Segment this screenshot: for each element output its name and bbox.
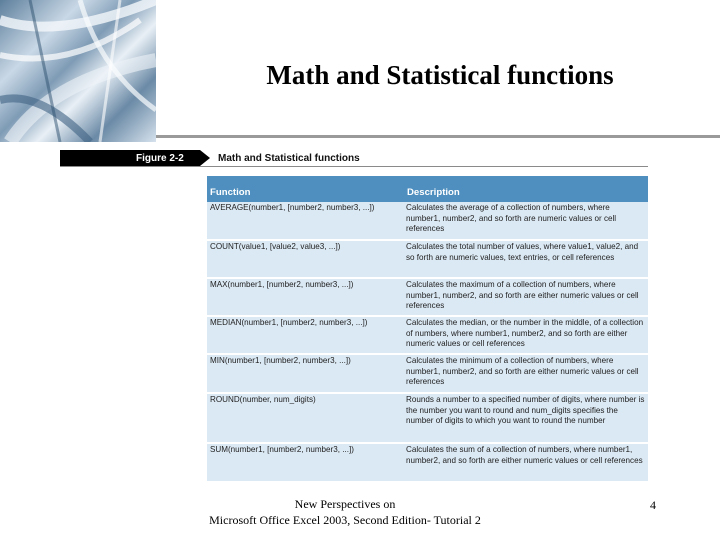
table-row [207, 317, 648, 355]
figure-label-arrow [200, 150, 210, 166]
function-cell: MIN(number1, [number2, number3, ...]) [210, 356, 351, 365]
column-header-description: Description [407, 187, 460, 199]
table-row [207, 444, 648, 483]
figure-label: Figure 2-2 [60, 150, 200, 166]
corner-decorative-photo [0, 0, 156, 142]
page-number: 4 [650, 498, 656, 512]
function-cell: AVERAGE(number1, [number2, number3, ...]) [210, 203, 375, 212]
table-row [207, 355, 648, 394]
title-divider-line [156, 135, 720, 138]
figure-caption-line [60, 166, 648, 167]
column-header-function: Function [210, 187, 251, 199]
table-row [207, 394, 648, 444]
table-row [207, 202, 648, 241]
footer-line-2: Microsoft Office Excel 2003, Second Edition- Tutorial 2 [209, 513, 481, 527]
description-cell: Calculates the maximum of a collection of numbers, where number1, number2, and so forth are either numeric values or cell references [406, 280, 639, 311]
architecture-photo-graphic [0, 0, 156, 142]
description-cell: Calculates the median, or the number in the middle, of a collection of numbers, where number1, number2, and so forth are either numeric values or cell references [406, 318, 644, 349]
figure-title: Math and Statistical functions [218, 152, 360, 164]
table-row [207, 241, 648, 279]
table-row [207, 279, 648, 317]
description-cell: Rounds a number to a specified number of digits, where number is the number you want to round and num_digits specifies the number of digits to which you want to round the number [406, 395, 645, 426]
description-cell: Calculates the sum of a collection of numbers, where number1, number2, and so forth are either numeric values or cell references [406, 445, 643, 465]
slide-title: Math and Statistical functions [266, 60, 614, 90]
description-cell: Calculates the average of a collection of numbers, where number1, number2, and so forth are numeric values or cell references [406, 203, 617, 234]
function-cell: SUM(number1, [number2, number3, ...]) [210, 445, 354, 454]
function-cell: MAX(number1, [number2, number3, ...]) [210, 280, 354, 289]
figure-caption-bar [60, 150, 648, 166]
description-cell: Calculates the total number of values, where value1, value2, and so forth are numeric values, text entries, or cell references [406, 242, 639, 262]
function-cell: ROUND(number, num_digits) [210, 395, 316, 404]
description-cell: Calculates the minimum of a collection of numbers, where number1, number2, and so forth are either numeric values or cell references [406, 356, 639, 387]
function-cell: COUNT(value1, [value2, value3, ...]) [210, 242, 341, 251]
functions-table [207, 176, 648, 483]
table-header [207, 176, 648, 202]
footer-line-1: New Perspectives on [294, 497, 396, 511]
slide-footer [160, 496, 530, 528]
function-cell: MEDIAN(number1, [number2, number3, ...]) [210, 318, 368, 327]
